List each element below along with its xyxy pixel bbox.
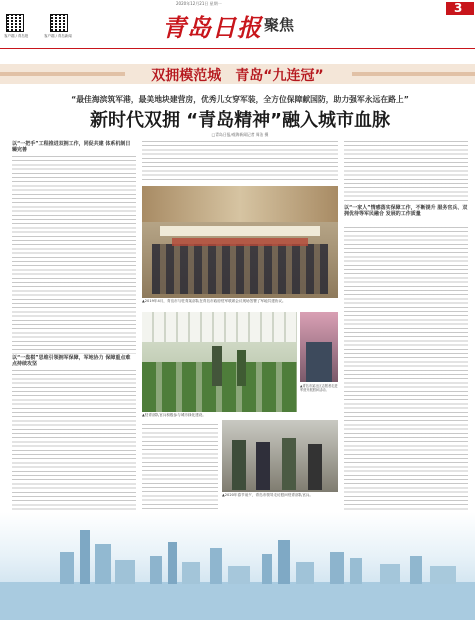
photo-meeting xyxy=(142,186,338,298)
headline-main: 新时代双拥 “青岛精神”融入城市血脉 xyxy=(90,110,390,131)
headline-kicker: “最佳海滨筑军港，最美地块建营房，优秀儿女穿军装，全方位保障献国防，助力强军永远在路上” xyxy=(71,95,409,104)
body-text-left-a xyxy=(12,156,136,354)
body-text-mid-top xyxy=(142,141,338,183)
subhead-left-1: 以“一把手”工程推进双拥工作，同促共建 体系机制日臻完善 xyxy=(12,141,131,153)
skyline-svg xyxy=(0,512,475,620)
page-number: 3 xyxy=(454,1,463,15)
photo-greenhouse xyxy=(142,312,297,412)
photo-volunteers xyxy=(300,312,338,382)
qr-code-right xyxy=(50,14,68,32)
qr-left-label: 客户端 / 青岛报 xyxy=(4,34,29,38)
photo-caption-2: ▲青岛市某社区志愿者走进军营开展慰问活动。 xyxy=(300,384,338,392)
body-text-mid-bottom xyxy=(142,424,218,510)
photo-visit xyxy=(222,420,338,492)
subhead-right-1: 以“一家人”情感落实保障工作，不断提升 服务官兵、双拥优待等军民融合 发展的工作质量 xyxy=(344,205,468,217)
photo-caption-1: ▲2019年4月，青岛市与驻青某部队在青岛市政府驻军联席会议现场签署了军地共建协议。 xyxy=(142,299,286,303)
qr-right-label: 客户端 / 青岛新闻 xyxy=(44,34,72,38)
body-text-right-a xyxy=(344,141,468,203)
qr-code-left xyxy=(6,14,24,32)
photo-caption-4: ▲2020年春节前夕，青岛市领导走访慰问驻青部队官兵。 xyxy=(222,493,313,497)
body-text-left-b xyxy=(12,370,136,510)
byline: □青岛日报/观海新闻记者 周洁 摄 xyxy=(211,132,269,137)
paper-name-logo: 青岛日报 xyxy=(162,13,262,42)
skyline-illustration xyxy=(0,512,475,620)
date-line: 2020年12月21日 星期一 xyxy=(176,1,222,6)
subhead-left-2: 以“一盘棋”思维引领拥军保障，军地协力 保障重点难点持续攻坚 xyxy=(12,355,131,367)
masthead-rule xyxy=(0,48,475,49)
body-text-right-b xyxy=(344,227,468,510)
banner-text: 双拥模范城 青岛“九连冠” xyxy=(151,68,324,84)
masthead xyxy=(0,0,475,50)
section-title: 聚焦 xyxy=(264,16,295,34)
photo-caption-3: ▲驻青部队官兵积极参与城市绿化建设。 xyxy=(142,413,206,417)
